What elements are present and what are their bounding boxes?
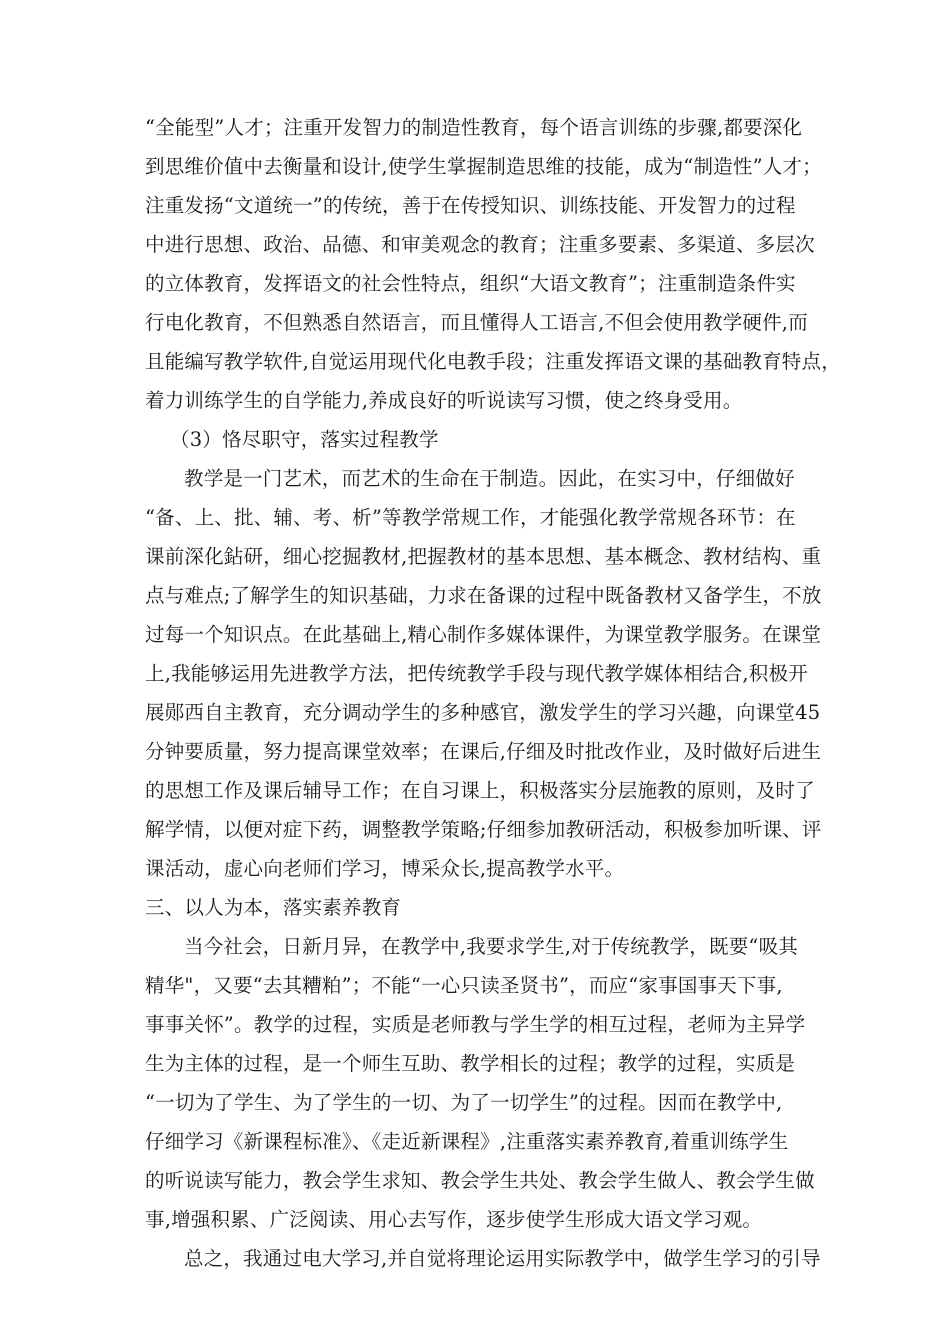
text-line: 仔细学习《新课程标准》、《走近新课程》,注重落实素养教育,着重训练学生 — [145, 1130, 789, 1153]
text-line: 点与难点;了解学生的知识基础，力求在备课的过程中既备教材又备学生，不放 — [145, 584, 822, 607]
text-line: 且能编写教学软件,自觉运用现代化电教手段；注重发挥语文课的基础教育特点， — [145, 350, 841, 373]
text-line: “一切为了学生、为了学生的一切、为了一切学生”的过程。因而在教学中, — [145, 1091, 783, 1114]
section-heading: （3）恪尽职守，落实过程教学 — [170, 428, 439, 451]
text-line: 课活动，虚心向老师们学习，博采众长,提高教学水平。 — [145, 857, 625, 880]
text-line: 事,增强积累、广泛阅读、用心去写作，逐步使学生形成大语文学习观。 — [145, 1208, 763, 1231]
text-line: 的立体教育，发挥语文的社会性特点，组织“大语文教育”；注重制造条件实 — [145, 272, 796, 295]
text-line: 展郧西自主教育，充分调动学生的多种感官，激发学生的学习兴趣，向课堂45 — [145, 701, 821, 724]
text-line: 着力训练学生的自学能力,养成良好的听说读写习惯，使之终身受用。 — [145, 389, 743, 412]
text-line: “全能型”人才；注重开发智力的制造性教育，每个语言训练的步骤,都要深化 — [145, 116, 803, 139]
text-line: 精华"，又要“去其糟粕”；不能“一心只读圣贤书”，而应“家事国事天下事, — [145, 974, 783, 997]
section-heading: 三、以人为本，落实素养教育 — [145, 896, 402, 919]
text-line: 解学情，以便对症下药，调整教学策略;仔细参加教研活动，积极参加听课、评 — [145, 818, 822, 841]
text-line: 的思想工作及课后辅导工作；在自习课上，积极落实分层施教的原则，及时了 — [145, 779, 815, 802]
text-line: “备、上、批、辅、考、析”等教学常规工作，才能强化教学常规各环节：在 — [145, 506, 796, 529]
text-line: 中进行思想、政治、品德、和审美观念的教育；注重多要素、多渠道、多层次 — [145, 233, 815, 256]
text-line: 生为主体的过程，是一个师生互助、教学相长的过程；教学的过程，实质是 — [145, 1052, 796, 1075]
text-line: 分钟要质量，努力提高课堂效率；在课后,仔细及时批改作业，及时做好后进生 — [145, 740, 822, 763]
text-line: 到思维价值中去衡量和设计,使学生掌握制造思维的技能，成为“制造性”人才； — [145, 155, 822, 178]
text-line: 过每一个知识点。在此基础上,精心制作多媒体课件，为课堂教学服务。在课堂 — [145, 623, 822, 646]
text-line: 总之，我通过电大学习,并自觉将理论运用实际教学中，做学生学习的引导 — [184, 1247, 821, 1270]
text-line: 当今社会，日新月异，在教学中,我要求学生,对于传统教学，既要“吸其 — [184, 935, 798, 958]
text-line: 上,我能够运用先进教学方法，把传统教学手段与现代教学媒体相结合,积极开 — [145, 662, 808, 685]
text-line: 行电化教育，不但熟悉自然语言，而且懂得人工语言,不但会使用教学硬件,而 — [145, 311, 808, 334]
text-line: 课前深化鉆研，细心挖掘教材,把握教材的基本思想、基本概念、教材结构、重 — [145, 545, 822, 568]
text-line: 事事关怀”。教学的过程，实质是老师教与学生学的相互过程，老师为主异学 — [145, 1013, 806, 1036]
text-line: 教学是一门艺术，而艺术的生命在于制造。因此，在实习中，仔细做好 — [184, 467, 795, 490]
text-line: 的听说读写能力，教会学生求知、教会学生共处、教会学生做人、教会学生做 — [145, 1169, 815, 1192]
text-line: 注重发扬“文道统一”的传统，善于在传授知识、训练技能、开发智力的过程 — [145, 194, 796, 217]
